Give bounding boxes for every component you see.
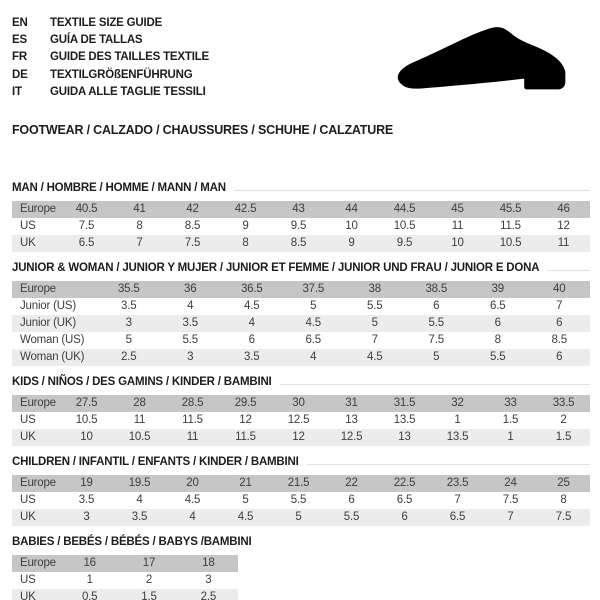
size-cell: 0.5	[60, 589, 119, 600]
size-table-row	[12, 509, 590, 526]
size-table-row	[12, 349, 590, 366]
size-cell: 19	[60, 475, 113, 492]
size-cell: 45	[431, 201, 484, 218]
size-cell: 3	[160, 349, 222, 366]
row-label: UK	[12, 429, 60, 446]
size-cell: 6.5	[490, 300, 506, 312]
babies-size-table	[12, 555, 238, 600]
size-cell: 27.5	[60, 395, 113, 412]
title-rule	[547, 270, 590, 271]
size-cell: 36.5	[221, 281, 283, 298]
size-cell: 4	[221, 315, 283, 332]
size-cell: 23.5	[431, 475, 484, 492]
size-cell: 9	[242, 220, 249, 232]
junior-woman-size-table	[12, 281, 590, 366]
section-title: KIDS / NIÑOS / DES GAMINS / KINDER / BAMBINI	[12, 376, 272, 388]
title-rule	[307, 464, 590, 465]
size-cell: 2.5	[98, 349, 160, 366]
row-label: Europe	[12, 201, 60, 218]
size-cell: 7	[484, 509, 537, 526]
size-cell: 38	[344, 281, 406, 298]
size-cell: 21.5	[272, 475, 325, 492]
size-cell: 32	[431, 395, 484, 412]
size-cell: 30	[272, 395, 325, 412]
size-cell: 6.5	[305, 334, 321, 346]
size-cell: 3.5	[78, 494, 95, 506]
size-cell: 9	[325, 235, 378, 252]
size-cell: 35.5	[98, 281, 160, 298]
row-label: US	[20, 494, 36, 506]
size-cell: 10.5	[393, 220, 416, 232]
language-label: GUIDA ALLE TAGLIE TESSILI	[50, 85, 206, 98]
row-label: US	[20, 414, 36, 426]
size-table-row	[12, 218, 590, 235]
size-cell: 13.5	[393, 414, 416, 426]
language-list	[12, 12, 209, 101]
section-title: CHILDREN / INFANTIL / ENFANTS / KINDER / BAMBINI	[12, 456, 299, 468]
size-cell: 6	[433, 300, 440, 312]
size-cell: 7.5	[537, 509, 590, 526]
language-row-de	[12, 67, 209, 84]
size-table-header-row	[12, 395, 590, 412]
size-cell: 39	[467, 281, 529, 298]
size-cell: 11.5	[500, 220, 521, 232]
section-babies	[12, 536, 590, 600]
size-cell: 2	[560, 414, 567, 426]
children-size-table	[12, 475, 590, 526]
size-cell: 46	[537, 201, 590, 218]
size-cell: 20	[166, 475, 219, 492]
size-cell: 31.5	[378, 395, 431, 412]
size-cell: 6.5	[431, 509, 484, 526]
size-cell: 9.5	[290, 220, 307, 232]
language-row-fr	[12, 49, 209, 66]
size-cell: 13	[378, 429, 431, 446]
size-cell: 5	[310, 300, 317, 312]
size-cell: 7	[454, 494, 461, 506]
size-cell: 4.5	[344, 349, 406, 366]
size-cell: 11.5	[182, 414, 203, 426]
size-cell: 6.5	[60, 235, 113, 252]
size-cell: 8	[219, 235, 272, 252]
size-cell: 3.5	[121, 300, 137, 312]
size-cell: 5.5	[406, 315, 468, 332]
size-cell: 6.5	[396, 494, 413, 506]
size-cell: 42.5	[219, 201, 272, 218]
size-cell: 8.5	[551, 334, 567, 346]
size-cell: 12	[239, 414, 252, 426]
size-cell: 4	[166, 509, 219, 526]
size-cell: 8	[560, 494, 567, 506]
size-cell: 5.5	[367, 300, 383, 312]
row-label: Europe	[12, 475, 60, 492]
size-cell: 11	[537, 235, 590, 252]
size-cell: 4.5	[184, 494, 201, 506]
size-cell: 10.5	[113, 429, 166, 446]
size-cell: 44.5	[378, 201, 431, 218]
size-cell: 1.5	[502, 414, 519, 426]
section-junior-woman	[12, 262, 590, 366]
size-table-row	[12, 429, 590, 446]
size-cell: 4	[283, 349, 345, 366]
size-cell: 9.5	[378, 235, 431, 252]
size-cell: 19.5	[113, 475, 166, 492]
size-cell: 3	[205, 574, 212, 586]
row-label: Junior (UK)	[12, 315, 98, 332]
size-cell: 45.5	[484, 201, 537, 218]
size-cell: 4.5	[244, 300, 260, 312]
section-title: MAN / HOMBRE / HOMME / MANN / MAN	[12, 182, 226, 194]
section-title-row	[12, 456, 590, 469]
row-label: US	[20, 220, 36, 232]
size-cell: 29.5	[219, 395, 272, 412]
section-title-row	[12, 262, 590, 275]
size-table-header-row	[12, 281, 590, 298]
size-cell: 5	[125, 334, 132, 346]
row-label: Woman (US)	[20, 334, 85, 346]
row-label: Europe	[12, 555, 60, 572]
size-cell: 8	[136, 220, 143, 232]
size-cell: 10	[431, 235, 484, 252]
size-cell: 3.5	[113, 509, 166, 526]
size-cell: 6	[529, 315, 591, 332]
size-cell: 10.5	[75, 414, 98, 426]
size-cell: 25	[537, 475, 590, 492]
size-cell: 43	[272, 201, 325, 218]
size-cell: 36	[160, 281, 222, 298]
size-cell: 12.5	[287, 414, 310, 426]
size-cell: 3	[60, 509, 113, 526]
language-row-it	[12, 84, 209, 101]
size-cell: 4.5	[283, 315, 345, 332]
section-title: BABIES / BEBÉS / BÉBÉS / BABYS /BAMBINI	[12, 536, 252, 548]
size-cell: 12	[272, 429, 325, 446]
size-cell: 7	[556, 300, 563, 312]
size-cell: 10	[345, 220, 358, 232]
size-cell: 5	[344, 315, 406, 332]
size-cell: 11	[166, 429, 219, 446]
size-cell: 41	[113, 201, 166, 218]
row-label: US	[20, 574, 36, 586]
row-label: UK	[12, 509, 60, 526]
size-table-row	[12, 572, 238, 589]
row-label: Woman (UK)	[12, 349, 98, 366]
size-cell: 3	[98, 315, 160, 332]
language-code: EN	[12, 17, 28, 29]
size-cell: 28	[113, 395, 166, 412]
size-cell: 2.5	[179, 589, 238, 600]
size-cell: 5	[406, 349, 468, 366]
size-cell: 5.5	[467, 349, 529, 366]
size-cell: 6	[348, 494, 355, 506]
size-table-row	[12, 492, 590, 509]
size-cell: 31	[325, 395, 378, 412]
size-cell: 16	[60, 555, 119, 572]
size-cell: 8.5	[272, 235, 325, 252]
language-code: FR	[12, 51, 27, 64]
size-cell: 6	[467, 315, 529, 332]
size-cell: 1	[484, 429, 537, 446]
size-table-row	[12, 235, 590, 252]
section-children	[12, 456, 590, 526]
language-label: GUÍA DE TALLAS	[50, 34, 143, 47]
language-code: IT	[12, 85, 22, 98]
size-cell: 24	[484, 475, 537, 492]
size-cell: 2	[145, 574, 153, 586]
kids-size-table	[12, 395, 590, 446]
section-man	[12, 182, 590, 252]
size-tables	[12, 182, 590, 600]
section-title-row	[12, 182, 590, 195]
size-cell: 11	[451, 220, 464, 232]
size-cell: 5.5	[290, 494, 307, 506]
row-label: UK	[12, 589, 60, 600]
size-cell: 12.5	[325, 429, 378, 446]
size-cell: 33	[484, 395, 537, 412]
size-cell: 4	[136, 494, 143, 506]
size-cell: 6	[248, 334, 255, 346]
size-cell: 5.5	[182, 334, 198, 346]
size-cell: 4.5	[219, 509, 272, 526]
size-cell: 7	[113, 235, 166, 252]
size-table-header-row	[12, 475, 590, 492]
size-cell: 11	[133, 414, 146, 426]
size-cell: 7	[371, 334, 378, 346]
size-cell: 8.5	[184, 220, 201, 232]
size-cell: 7.5	[166, 235, 219, 252]
size-cell: 7.5	[78, 220, 95, 232]
section-kids	[12, 376, 590, 446]
size-cell: 40.5	[60, 201, 113, 218]
size-cell: 5.5	[325, 509, 378, 526]
size-cell: 6	[378, 509, 431, 526]
size-cell: 3.5	[221, 349, 283, 366]
size-table-row	[12, 332, 590, 349]
size-table-row	[12, 298, 590, 315]
size-cell: 38.5	[406, 281, 468, 298]
title-rule	[280, 384, 590, 385]
size-cell: 3.5	[160, 315, 222, 332]
language-label: GUIDE DES TAILLES TEXTILE	[50, 51, 209, 64]
section-title: JUNIOR & WOMAN / JUNIOR Y MUJER / JUNIOR ET FEMME / JUNIOR UND FRAU / JUNIOR E DONA	[12, 262, 540, 274]
section-title-row	[12, 376, 590, 389]
size-cell: 40	[529, 281, 591, 298]
size-cell: 1	[86, 574, 93, 586]
size-cell: 10.5	[484, 235, 537, 252]
language-label: TEXTILE SIZE GUIDE	[50, 17, 163, 29]
size-table-header-row	[12, 201, 590, 218]
size-cell: 12	[557, 220, 570, 232]
size-cell: 13	[345, 414, 358, 426]
size-cell: 13.5	[431, 429, 484, 446]
size-cell: 28.5	[166, 395, 219, 412]
dress-shoe-icon	[384, 12, 584, 110]
size-cell: 8	[494, 334, 501, 346]
row-label: Junior (US)	[20, 300, 76, 312]
size-table-row	[12, 412, 590, 429]
size-cell: 21	[219, 475, 272, 492]
size-cell: 7.5	[502, 494, 519, 506]
section-title-row	[12, 536, 590, 549]
row-label: Europe	[12, 281, 98, 298]
size-cell: 11.5	[219, 429, 272, 446]
size-cell: 10	[60, 429, 113, 446]
size-table-header-row	[12, 555, 238, 572]
language-code: DE	[12, 68, 28, 81]
language-row-es	[12, 32, 209, 49]
size-cell: 17	[119, 555, 178, 572]
size-cell: 4	[187, 300, 194, 312]
title-rule	[234, 190, 590, 191]
size-cell: 7.5	[428, 334, 444, 346]
size-cell: 5	[242, 494, 249, 506]
size-cell: 22	[325, 475, 378, 492]
page-header	[12, 12, 590, 110]
size-cell: 44	[325, 201, 378, 218]
size-cell: 42	[166, 201, 219, 218]
size-table-row	[12, 589, 238, 600]
language-label: TEXTILGRÖßENFÜHRUNG	[50, 68, 193, 81]
size-cell: 1	[454, 414, 461, 426]
size-cell: 5	[272, 509, 325, 526]
language-row-en	[12, 15, 209, 32]
man-size-table	[12, 201, 590, 252]
language-code: ES	[12, 34, 27, 47]
size-cell: 18	[179, 555, 238, 572]
category-line: FOOTWEAR / CALZADO / CHAUSSURES / SCHUHE / CALZATURE	[12, 123, 394, 137]
size-cell: 1.5	[119, 589, 178, 600]
size-cell: 6	[529, 349, 591, 366]
size-cell: 37.5	[283, 281, 345, 298]
size-cell: 33.5	[537, 395, 590, 412]
row-label: UK	[12, 235, 60, 252]
size-cell: 1.5	[537, 429, 590, 446]
size-cell: 22.5	[378, 475, 431, 492]
size-table-row	[12, 315, 590, 332]
row-label: Europe	[12, 395, 60, 412]
